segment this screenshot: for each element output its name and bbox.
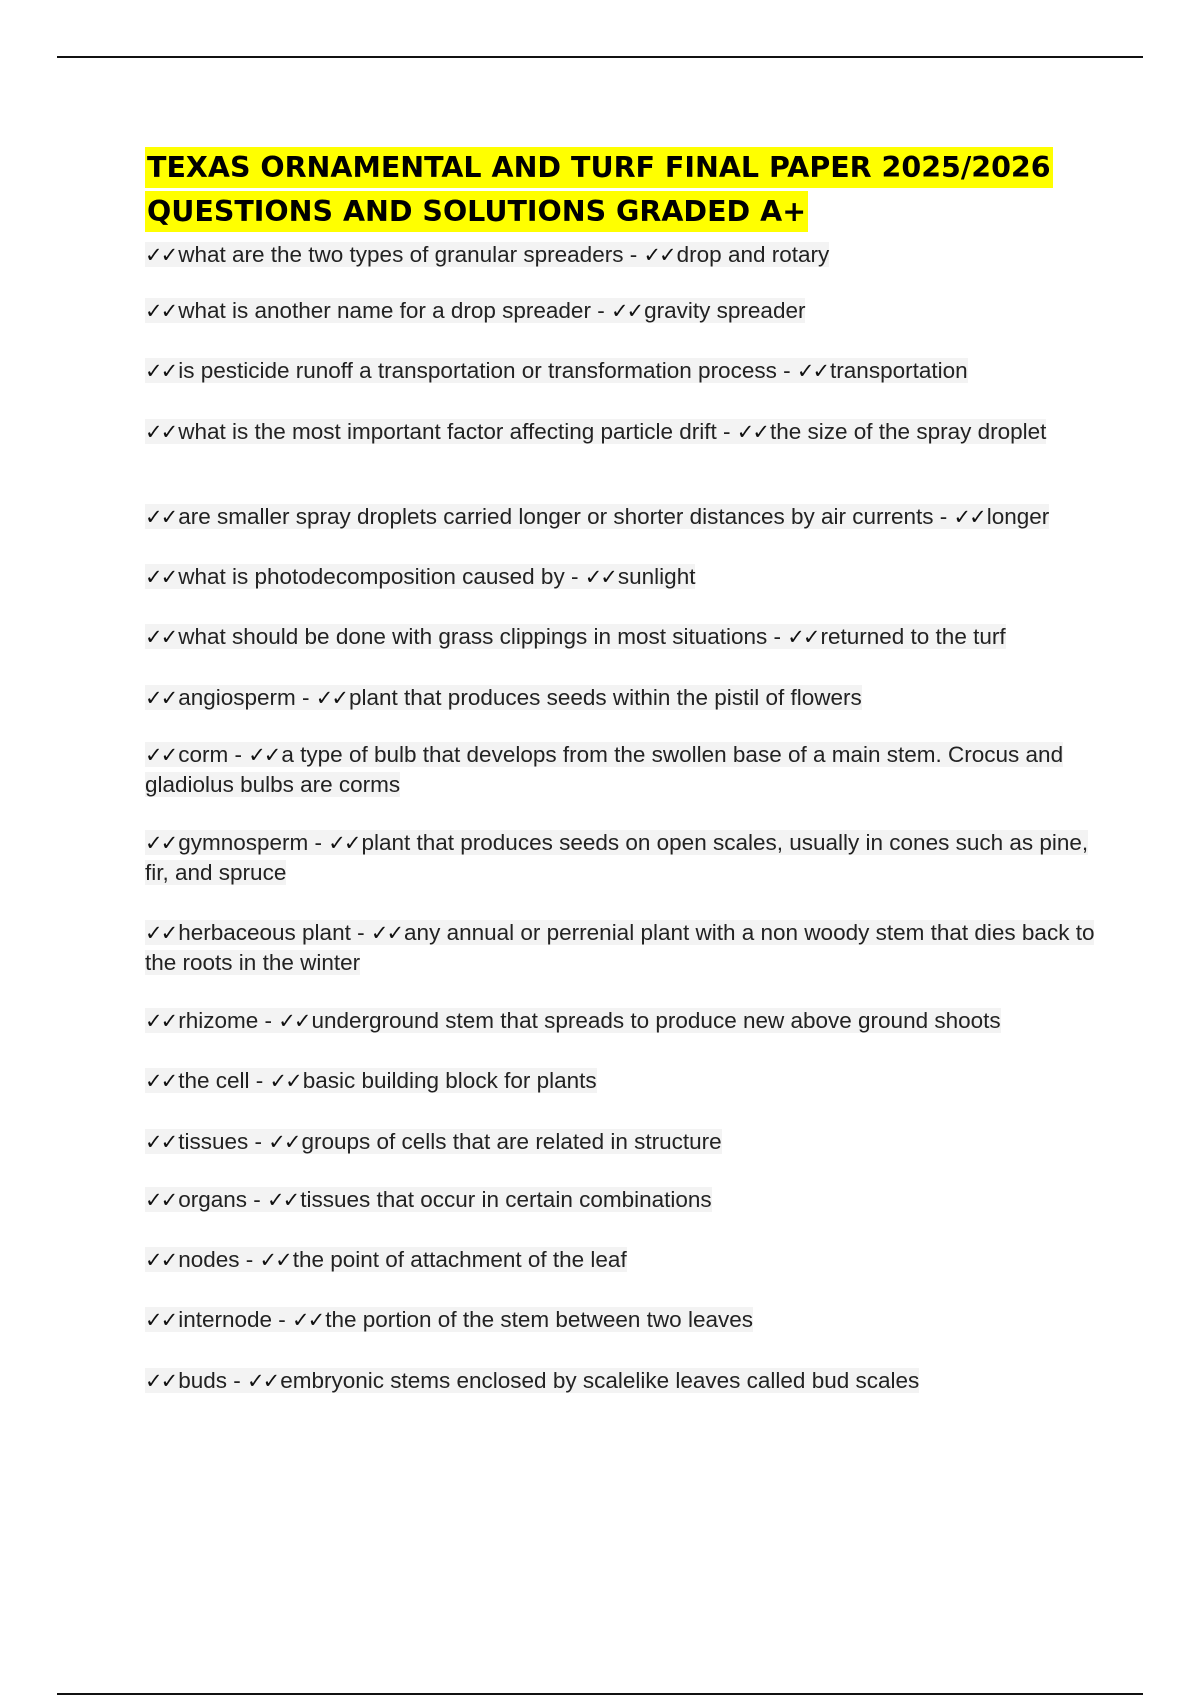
qa-text [145, 1008, 1001, 1033]
question-text: internode [178, 1307, 273, 1332]
double-check-icon: ✓✓ [315, 686, 347, 710]
double-check-icon: ✓✓ [736, 420, 768, 444]
qa-text [145, 685, 862, 710]
double-check-icon: ✓✓ [259, 1248, 291, 1272]
qa-text [145, 1307, 753, 1332]
answer-text: returned to the turf [820, 624, 1006, 649]
qa-item [145, 622, 1095, 652]
answer-text: the portion of the stem between two leaves [325, 1307, 753, 1332]
answer-text: sunlight [617, 564, 696, 589]
qa-list [145, 234, 1095, 1434]
answer-text: tissues that occur in certain combinations [300, 1187, 712, 1212]
double-check-icon: ✓✓ [145, 1130, 177, 1154]
double-check-icon: ✓✓ [145, 743, 177, 767]
qa-item [145, 296, 1095, 326]
double-check-icon: ✓✓ [145, 1308, 177, 1332]
double-check-icon: ✓✓ [145, 420, 177, 444]
double-check-icon: ✓✓ [796, 359, 829, 383]
qa-text [145, 1187, 712, 1212]
qa-item [145, 740, 1095, 800]
double-check-icon: ✓✓ [145, 505, 177, 529]
question-text: angiosperm [178, 685, 296, 710]
document-body [145, 146, 1095, 1434]
qa-item [145, 1006, 1095, 1036]
separator: - [716, 419, 737, 444]
question-text: the cell [178, 1068, 250, 1093]
double-check-icon: ✓✓ [370, 921, 403, 945]
double-check-icon: ✓✓ [643, 243, 675, 267]
separator: - [776, 358, 797, 383]
qa-item [145, 1185, 1095, 1215]
qa-text [145, 742, 1063, 797]
answer-text: gravity spreader [644, 298, 806, 323]
qa-text [145, 920, 1094, 975]
double-check-icon: ✓✓ [145, 625, 177, 649]
answer-text: any annual or perrenial plant with a non woody stem that dies back to the roots in the winter [145, 920, 1095, 975]
answer-text: basic building block for plants [302, 1068, 597, 1093]
qa-item [145, 1366, 1095, 1396]
double-check-icon: ✓✓ [953, 505, 985, 529]
double-check-icon: ✓✓ [248, 743, 280, 767]
answer-text: drop and rotary [676, 242, 830, 267]
answer-text: a type of bulb that develops from the swollen base of a main stem. Crocus and gladiolus bulbs are corms [145, 742, 1064, 797]
double-check-icon: ✓✓ [268, 1130, 300, 1154]
separator: - [239, 1247, 260, 1272]
qa-text [145, 298, 805, 323]
qa-item [145, 828, 1095, 888]
qa-text [145, 358, 968, 383]
question-text: what is the most important factor affecting particle drift [178, 419, 717, 444]
question-text: nodes [178, 1247, 240, 1272]
question-text: herbaceous plant [178, 920, 351, 945]
document-title [145, 146, 1095, 234]
separator: - [767, 624, 788, 649]
separator: - [623, 242, 644, 267]
qa-item [145, 683, 1095, 713]
answer-text: groups of cells that are related in structure [301, 1129, 722, 1154]
qa-text [145, 1068, 597, 1093]
question-text: gymnosperm [178, 830, 309, 855]
double-check-icon: ✓✓ [145, 359, 177, 383]
bottom-rule [57, 1693, 1143, 1695]
double-check-icon: ✓✓ [584, 565, 616, 589]
qa-text [145, 1247, 627, 1272]
question-text: corm [178, 742, 229, 767]
double-check-icon: ✓✓ [145, 1248, 177, 1272]
answer-text: transportation [830, 358, 968, 383]
double-check-icon: ✓✓ [267, 1188, 299, 1212]
question-text: rhizome [178, 1008, 259, 1033]
double-check-icon: ✓✓ [247, 1369, 279, 1393]
question-text: what should be done with grass clippings in most situations [178, 624, 768, 649]
question-text: what are the two types of granular spreaders [178, 242, 624, 267]
double-check-icon: ✓✓ [145, 921, 177, 945]
separator: - [247, 1187, 267, 1212]
separator: - [249, 1068, 270, 1093]
question-text: tissues [178, 1129, 249, 1154]
qa-item [145, 240, 1095, 270]
question-text: buds [178, 1368, 227, 1393]
double-check-icon: ✓✓ [269, 1069, 301, 1093]
separator: - [933, 504, 954, 529]
question-text: is pesticide runoff a transportation or transformation process [178, 358, 777, 383]
double-check-icon: ✓✓ [145, 1369, 177, 1393]
question-text: organs [178, 1187, 247, 1212]
separator: - [272, 1307, 293, 1332]
title-highlight: TEXAS ORNAMENTAL AND TURF FINAL PAPER 2025/2026 QUESTIONS AND SOLUTIONS GRADED A+ [145, 147, 1053, 232]
separator: - [228, 742, 249, 767]
question-text: what is another name for a drop spreader [178, 298, 591, 323]
double-check-icon: ✓✓ [292, 1308, 324, 1332]
question-text: what is photodecomposition caused by [178, 564, 565, 589]
answer-text: the size of the spray droplet [769, 419, 1047, 444]
answer-text: underground stem that spreads to produce new above ground shoots [311, 1008, 1001, 1033]
double-check-icon: ✓✓ [145, 1009, 177, 1033]
answer-text: longer [986, 504, 1050, 529]
qa-text [145, 830, 1088, 885]
qa-item [145, 502, 1095, 532]
question-text: are smaller spray droplets carried longer or shorter distances by air currents [178, 504, 934, 529]
qa-item [145, 356, 1095, 386]
separator: - [564, 564, 585, 589]
double-check-icon: ✓✓ [145, 243, 177, 267]
qa-item [145, 1066, 1095, 1096]
double-check-icon: ✓✓ [145, 831, 177, 855]
double-check-icon: ✓✓ [145, 1188, 177, 1212]
answer-text: embryonic stems enclosed by scalelike leaves called bud scales [280, 1368, 920, 1393]
answer-text: plant that produces seeds on open scales, usually in cones such as pine, fir, and spruce [145, 830, 1089, 885]
double-check-icon: ✓✓ [787, 625, 819, 649]
double-check-icon: ✓✓ [145, 299, 177, 323]
double-check-icon: ✓✓ [145, 686, 177, 710]
double-check-icon: ✓✓ [145, 565, 177, 589]
separator: - [227, 1368, 247, 1393]
qa-text [145, 564, 695, 589]
top-rule [57, 56, 1143, 58]
separator: - [308, 830, 329, 855]
answer-text: plant that produces seeds within the pistil of flowers [348, 685, 862, 710]
separator: - [295, 685, 316, 710]
double-check-icon: ✓✓ [145, 1069, 177, 1093]
qa-item [145, 562, 1095, 592]
answer-text: the point of attachment of the leaf [292, 1247, 627, 1272]
qa-text [145, 1368, 919, 1393]
double-check-icon: ✓✓ [610, 299, 643, 323]
qa-item [145, 1245, 1095, 1275]
separator: - [350, 920, 371, 945]
qa-item [145, 918, 1095, 978]
separator: - [590, 298, 611, 323]
qa-text [145, 419, 1046, 444]
qa-item [145, 1127, 1095, 1157]
qa-item [145, 1305, 1095, 1335]
qa-text [145, 1129, 722, 1154]
qa-item [145, 417, 1095, 447]
separator: - [258, 1008, 279, 1033]
separator: - [248, 1129, 269, 1154]
qa-text [145, 242, 829, 267]
double-check-icon: ✓✓ [328, 831, 360, 855]
qa-text [145, 504, 1049, 529]
qa-text [145, 624, 1006, 649]
double-check-icon: ✓✓ [278, 1009, 310, 1033]
